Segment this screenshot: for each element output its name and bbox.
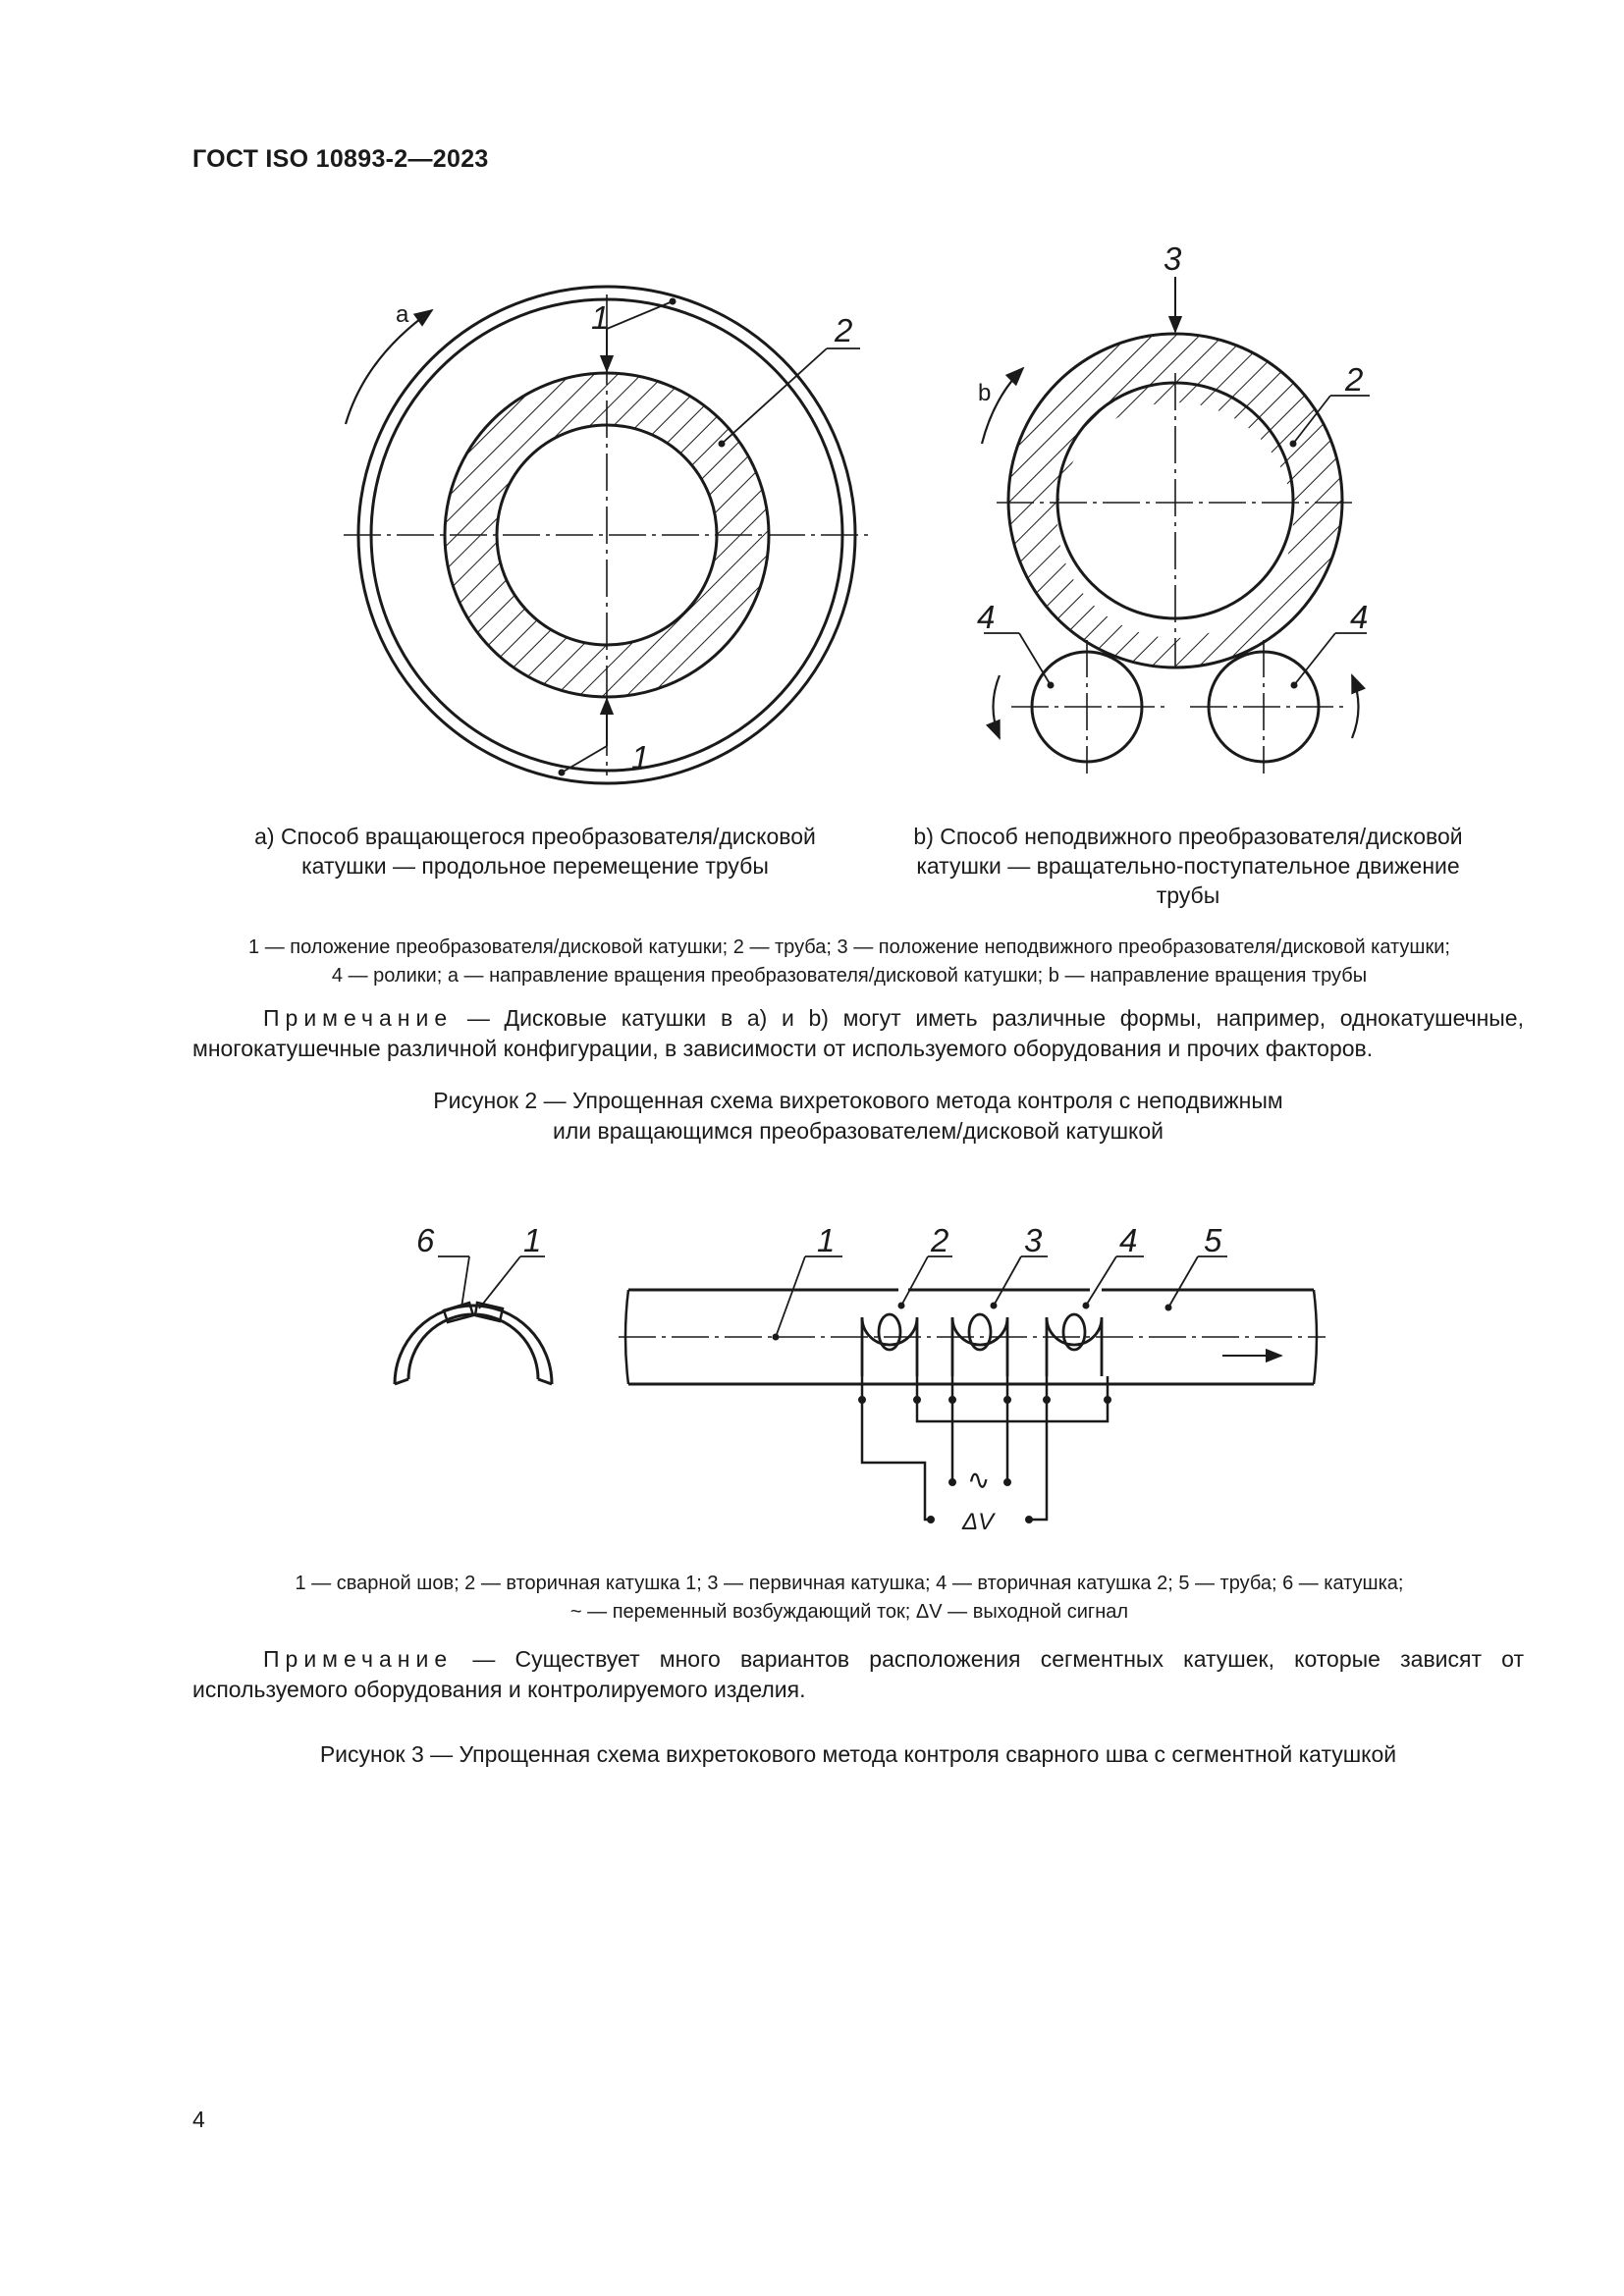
figure-3-leaders bbox=[776, 1256, 1227, 1337]
fig2a-label-a: a bbox=[396, 301, 409, 328]
page-number: 4 bbox=[192, 2107, 205, 2132]
fig2b-label-b: b bbox=[978, 380, 992, 406]
fig3-label-4: 4 bbox=[1119, 1222, 1138, 1258]
fig2b-label-2: 2 bbox=[1345, 361, 1364, 398]
fig3-label-5: 5 bbox=[1204, 1222, 1222, 1258]
segment-coil-sketch bbox=[395, 1256, 552, 1384]
fig2b-label-4-right: 4 bbox=[1350, 599, 1369, 635]
figure-2a-rotating-probe bbox=[344, 287, 872, 783]
fig3-label-1-sketch: 1 bbox=[523, 1222, 542, 1258]
figure-3-drawing bbox=[0, 1198, 1624, 1561]
document-id: ГОСТ ISO 10893-2—2023 bbox=[192, 145, 489, 173]
fig2a-label-2: 2 bbox=[835, 312, 853, 348]
fig2a-label-1-bottom: 1 bbox=[631, 739, 650, 775]
fig3-label-2: 2 bbox=[931, 1222, 949, 1258]
coils bbox=[862, 1314, 1102, 1376]
fig2b-label-3: 3 bbox=[1164, 240, 1182, 277]
fig3-label-dv: ΔV bbox=[962, 1509, 995, 1535]
figure-2b-stationary-probe bbox=[982, 277, 1370, 774]
figure-2b-caption: b) Способ неподвижного преобразователя/дисковой катушки — вращательно-поступательное движение трубы bbox=[913, 824, 1463, 908]
figure-2-legend: 1 — положение преобразователя/дисковой катушки; 2 — труба; 3 — положение неподвижного преобразователя/дисковой катушки; 4 — ролики; a — направление вращения преобразователя/дисковой катушки; b — направление вращения трубы bbox=[248, 936, 1450, 987]
fig2b-label-4-left: 4 bbox=[977, 599, 996, 635]
fig3-label-1: 1 bbox=[817, 1222, 836, 1258]
pipe bbox=[619, 1290, 1326, 1384]
figure-2-drawing bbox=[0, 0, 1624, 805]
figure-3-legend: 1 — сварной шов; 2 — вторичная катушка 1; 3 — первичная катушка; 4 — вторичная катушка 2; 5 — труба; 6 — катушка; ~ — переменный возбуждающий ток; ΔV — выходной сигнал bbox=[295, 1573, 1404, 1623]
fig2a-label-1-top: 1 bbox=[591, 299, 610, 336]
figure-2a-caption: а) Способ вращающегося преобразователя/дисковой катушки — продольное перемещение трубы bbox=[254, 824, 816, 879]
fig3-label-ac: ∿ bbox=[967, 1465, 991, 1495]
fig3-label-3: 3 bbox=[1024, 1222, 1043, 1258]
figure-3-note: Примечание — Существует много вариантов расположения сегментных катушек, которые зависят от используемого оборудования и контролируемого изделия. bbox=[192, 1646, 1524, 1702]
fig3-label-6: 6 bbox=[416, 1222, 435, 1258]
coil-wiring bbox=[862, 1376, 1108, 1520]
figure-2-title: Рисунок 2 — Упрощенная схема вихретокового метода контроля с неподвижным или вращающимся преобразователем/дисковой катушкой bbox=[433, 1088, 1283, 1144]
figure-2-note: Примечание — Дисковые катушки в а) и b) могут иметь различные формы, например, однокатушечные, многокатушечные различной конфигурации, в зависимости от используемого оборудования и прочих факторов. bbox=[192, 1005, 1524, 1061]
figure-3-title: Рисунок 3 — Упрощенная схема вихретокового метода контроля сварного шва с сегментной катушкой bbox=[319, 1741, 1397, 1767]
